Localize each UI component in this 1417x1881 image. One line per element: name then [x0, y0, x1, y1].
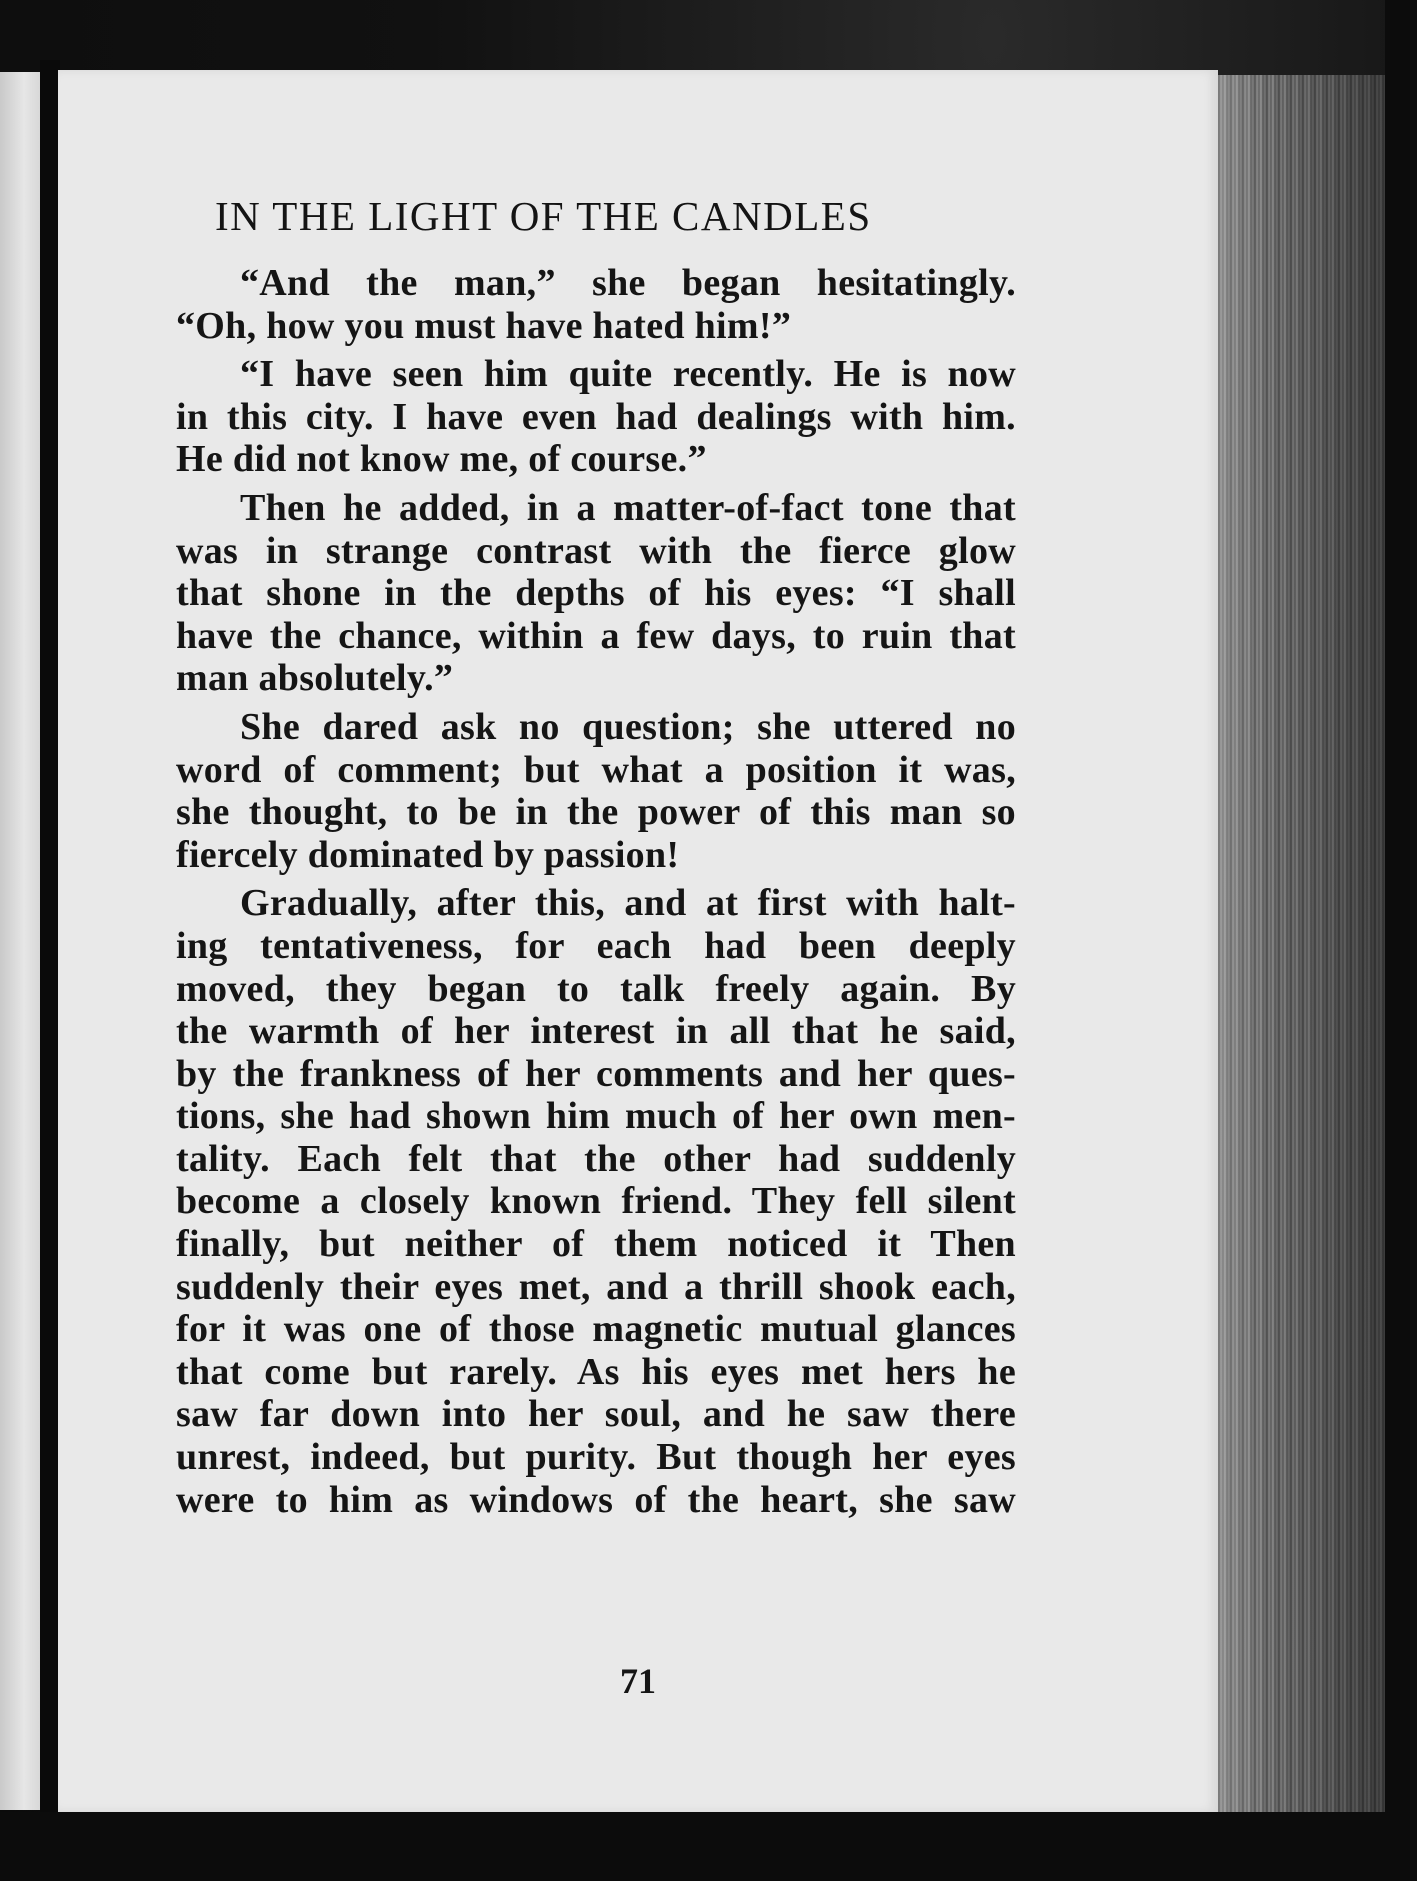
text-line: Then he added, in a matter-of-fact tone that [240, 486, 1016, 529]
text-line: ing tentativeness, for each had been deeply [176, 924, 1016, 967]
text-line: She dared ask no question; she uttered no [240, 705, 1016, 748]
body-text [176, 262, 1016, 1527]
text-line: in this city. I have even had dealings with him. [176, 395, 1016, 438]
text-line: “I have seen him quite recently. He is now [240, 353, 1016, 396]
text-line: she thought, to be in the power of this man so [176, 791, 1016, 834]
text-line: that come but rarely. As his eyes met hers he [176, 1350, 1016, 1393]
text-line: tality. Each felt that the other had suddenly [176, 1137, 1016, 1180]
right-background [1385, 0, 1417, 1881]
text-line: “Oh, how you must have hated him!” [176, 304, 792, 347]
text-line: finally, but neither of them noticed it Then [176, 1223, 1016, 1266]
text-line: unrest, indeed, but purity. But though her eyes [176, 1436, 1016, 1479]
text-line: fiercely dominated by passion! [176, 833, 680, 876]
text-line: the warmth of her interest in all that he said, [176, 1010, 1016, 1053]
text-line: tions, she had shown him much of her own men- [176, 1095, 1016, 1138]
paragraph [176, 353, 1016, 481]
text-line: moved, they began to talk freely again. By [176, 967, 1016, 1010]
text-line: Gradually, after this, and at first with halt- [240, 882, 1016, 925]
text-line: have the chance, within a few days, to ruin that [176, 614, 1016, 657]
text-line: suddenly their eyes met, and a thrill shook each, [176, 1265, 1016, 1308]
text-line: He did not know me, of course.” [176, 438, 707, 481]
text-line: was in strange contrast with the fierce glow [176, 529, 1016, 572]
text-line: were to him as windows of the heart, she saw [176, 1478, 1016, 1521]
page-number: 71 [620, 1661, 656, 1701]
paragraph [176, 882, 1016, 1521]
page-stack-shade [1215, 75, 1385, 1830]
text-line: that shone in the depths of his eyes: “I shall [176, 572, 1016, 615]
text-line: word of comment; but what a position it was, [176, 748, 1016, 791]
facing-page-edge [0, 72, 40, 1810]
text-line: by the frankness of her comments and her ques- [176, 1052, 1016, 1095]
text-line: “And the man,” she began hesitatingly. [240, 262, 1016, 304]
paragraph [176, 487, 1016, 700]
book-gutter [40, 60, 60, 1830]
paragraph [176, 706, 1016, 876]
text-line: man absolutely.” [176, 657, 454, 700]
paragraph [176, 262, 1016, 347]
bottom-background [0, 1812, 1417, 1881]
text-line: become a closely known friend. They fell silent [176, 1180, 1016, 1223]
text-line: saw far down into her soul, and he saw there [176, 1393, 1016, 1436]
running-head: IN THE LIGHT OF THE CANDLES [215, 193, 872, 239]
text-line: for it was one of those magnetic mutual glances [176, 1308, 1016, 1351]
